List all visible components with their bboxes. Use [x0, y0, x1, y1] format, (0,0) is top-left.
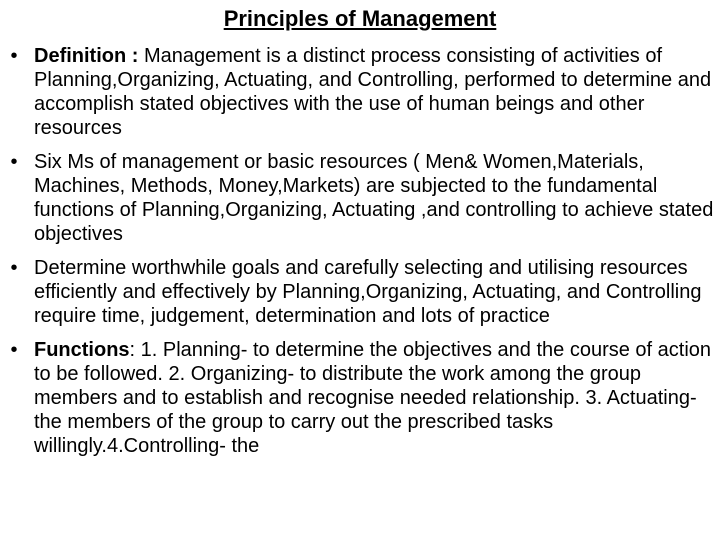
bullet-icon: •: [10, 257, 18, 279]
bullet-lead: Functions: [34, 339, 130, 361]
bullet-icon: •: [10, 151, 18, 173]
bullet-icon: •: [10, 45, 18, 67]
bullet-list: [0, 44, 720, 468]
bullet-body: : 1. Planning- to determine the objectives and the course of action to be followed. 2. Organizing- to distribute the work among the group members and to establish and recognise needed relationship. 3. Actuating- the members of the group to carry out the prescribed tasks willingly.4.Controlling- the: [34, 339, 712, 457]
bullet-text: [34, 338, 714, 458]
bullet-text: [34, 44, 714, 140]
slide-title: Principles of Management: [223, 6, 497, 31]
bullet-item-definition: [0, 44, 720, 140]
bullet-text: [34, 256, 714, 328]
bullet-body: Management is a distinct process consisting of activities of Planning,Organizing, Actuating, and Controlling, performed to determine and accomplish stated objectives with the use of human beings and other resources: [34, 45, 712, 139]
bullet-item-six-ms: [0, 150, 720, 246]
bullet-text: [34, 150, 714, 246]
bullet-item-goals: [0, 256, 720, 328]
bullet-item-functions: [0, 338, 720, 458]
bullet-body: Six Ms of management or basic resources ( Men& Women,Materials, Machines, Methods, Money,Markets) are subjected to the fundamental functions of Planning,Organizing, Actuating ,and controlling to achieve stated objectives: [34, 151, 714, 245]
bullet-body: Determine worthwhile goals and carefully selecting and utilising resources efficiently and effectively by Planning,Organizing, Actuating, and Controlling require time, judgement, determination and lots of practice: [34, 257, 702, 327]
bullet-icon: •: [10, 339, 18, 361]
bullet-lead: Definition :: [34, 45, 144, 67]
